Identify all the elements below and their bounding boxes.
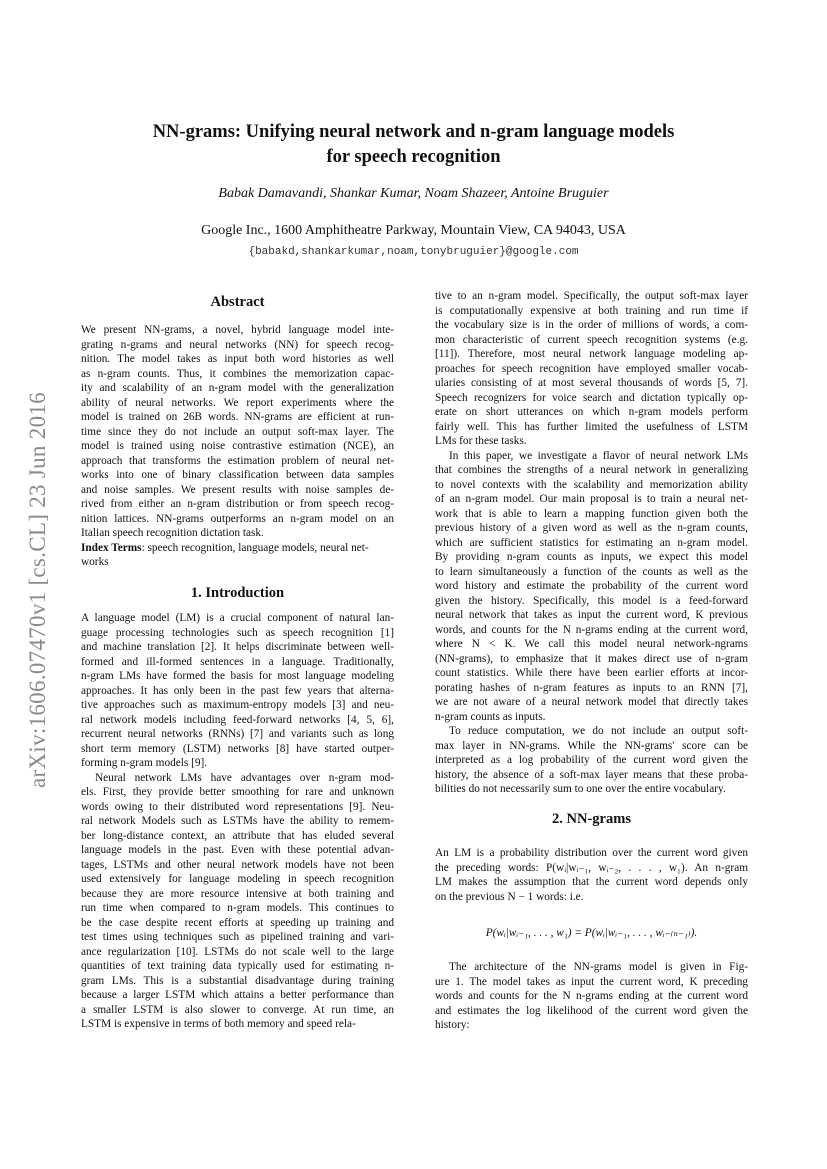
- text-line: Speech recognizers for voice search and dictation typically op-: [435, 391, 748, 404]
- index-terms-text: : speech recognition, language models, neural net-: [141, 541, 369, 554]
- text-line: ber long-distance context, an attribute that has eluded several: [81, 829, 394, 842]
- text-line: count statistics. While there have been earlier efforts at incor-: [435, 667, 748, 679]
- text-line: words owing to their distributed word representations [9]. Neu-: [81, 800, 394, 813]
- text-line: that combines the strengths of a neural network in generalizing: [435, 464, 748, 476]
- text-line: n-gram counts as inputs.: [435, 710, 546, 723]
- text-line: [11]). Therefore, most neural network language modeling ap-: [435, 348, 748, 360]
- text-line: words and counts for the N n-grams ending at the current word: [435, 990, 748, 1002]
- index-terms-cont: works: [81, 556, 109, 568]
- text-line: tive approaches such as maximum-entropy models [3] and neu-: [81, 699, 394, 711]
- text-line: ance regularization [10]. LSTMs do not scale well to the large: [81, 945, 394, 958]
- text-line: tages, LSTMs and other neural network models have not been: [81, 858, 394, 871]
- abstract-heading: Abstract: [210, 294, 265, 310]
- text-line: and machine translation [2]. It helps discriminate between well-: [81, 641, 394, 653]
- text-line: word history and estimate the probability of the current word: [435, 580, 748, 592]
- text-line: be the case despite recent efforts at speeding up training and: [81, 916, 394, 929]
- text-line: previous history of a given word as well as the n-gram counts,: [435, 522, 748, 534]
- text-line: Italian speech recognition dictation task.: [81, 527, 264, 539]
- text-line: We present NN-grams, a novel, hybrid language model inte-: [81, 324, 394, 336]
- text-line: erate on short utterances on which n-gram models perform: [435, 406, 748, 418]
- text-line: short term memory (LSTM) networks [8] have started outper-: [81, 742, 394, 755]
- text-line: which are sufficient statistics for estimating an n-gram model.: [435, 536, 748, 549]
- text-line: max layer in NN-grams. While the NN-grams' score can be: [435, 739, 748, 752]
- text-line: history, the absence of a soft-max layer means that these proba-: [435, 768, 748, 781]
- authors: Babak Damavandi, Shankar Kumar, Noam Shazeer, Antoine Bruguier: [218, 186, 609, 201]
- text-line: to learn simultaneously a function of the counts as well as the: [435, 565, 748, 578]
- text-line: LM makes the assumption that the current word depends only: [435, 876, 748, 888]
- text-line: works into one of binary classification between data samples: [81, 469, 394, 481]
- text-line: porating hashes of n-gram features as inputs to an RNN [7],: [435, 681, 748, 694]
- text-line: Neural network LMs have advantages over n-gram mod-: [95, 771, 394, 784]
- text-line: forming n-gram models [9].: [81, 757, 208, 769]
- text-line: as n-gram counts. Thus, it combines the memorization capac-: [81, 367, 394, 380]
- text-line: nition lattices. NN-grams outperforms an n-gram model on an: [81, 512, 394, 525]
- text-line: By providing n-gram counts as inputs, we expect this model: [435, 551, 748, 563]
- text-line: test times using techniques such as pipelined training and vari-: [81, 931, 394, 943]
- text-line: the preceding words: P(wᵢ|wᵢ₋₁, wᵢ₋₂, . . . , w₁). An n-gram: [435, 861, 748, 874]
- text-line: gram LMs. This is a substantial disadvantage during training: [81, 974, 394, 987]
- text-line: is computationally expensive at both training and run time if: [435, 304, 748, 317]
- text-line: fairly well. This has further limited the usefulness of LSTM: [435, 420, 748, 433]
- text-line: approach that transforms the estimation problem of neural net-: [81, 454, 394, 467]
- text-line: LSTM is expensive in terms of both memory and speed rela-: [81, 1018, 356, 1030]
- text-line: and noise samples. We present results with noise samples de-: [81, 483, 394, 496]
- text-line: n-gram LMs have formed the basis for most language modeling: [81, 670, 394, 682]
- intro-body: [81, 611, 394, 1032]
- text-line: of an n-gram model. Our main proposal is to train a neural net-: [435, 493, 748, 505]
- text-line: ral network Models such as LSTMs have the ability to remem-: [81, 815, 394, 827]
- paper-title: [0, 120, 827, 170]
- text-line: because a larger LSTM which attains a better performance than: [81, 989, 394, 1001]
- text-line: mon characteristic of current speech recognition systems (e.g.: [435, 333, 748, 346]
- text-line: interpreted as a log probability of the current word given the: [435, 754, 748, 766]
- text-line: ity and scalability of an n-gram model with the generalization: [81, 382, 394, 394]
- text-line: the vocabulary size is in the order of millions of words, a com-: [435, 319, 748, 331]
- text-line: words, and counts for the N n-grams ending at the current word,: [435, 623, 748, 636]
- text-line: history:: [435, 1019, 470, 1031]
- abstract-text: [81, 323, 394, 541]
- text-line: LMs for these tasks.: [435, 435, 527, 447]
- text-line: model is trained using noise contrastive estimation (NCE), an: [81, 440, 394, 452]
- text-line: nition. The model takes as input both word histories as well: [81, 353, 394, 365]
- text-line: (NN-grams), to emphasize that it makes direct use of n-gram: [435, 652, 748, 665]
- text-line: model is trained on 26B words. NN-grams are efficient at run-: [81, 411, 394, 423]
- text-line: used extensively for language modeling in speech recognition: [81, 873, 394, 885]
- text-line: guage processing technologies such as speech recognition [1]: [81, 626, 394, 639]
- nngrams-heading: 2. NN-grams: [552, 811, 631, 827]
- text-line: els. First, they provide better smoothing for rare and unknown: [81, 786, 394, 798]
- text-line: ral network models including feed-forward networks [4, 5, 6],: [81, 713, 394, 726]
- text-line: The architecture of the NN-grams model is given in Fig-: [449, 961, 748, 973]
- text-line: we are not aware of a neural network model that directly takes: [435, 696, 748, 708]
- text-line: neural network that takes as input the current word, K previous: [435, 609, 748, 621]
- index-terms-label: Index Terms: [81, 541, 142, 554]
- text-line: ability of neural networks. We report experiments where the: [81, 396, 394, 409]
- text-line: tive to an n-gram model. Specifically, the output soft-max layer: [435, 290, 748, 302]
- text-line: A language model (LM) is a crucial component of natural lan-: [81, 612, 394, 624]
- text-line: recurrent neural networks (RNNs) [7] and variants such as long: [81, 728, 394, 740]
- nngrams-paragraph-1: [435, 846, 748, 904]
- text-line: An LM is a probability distribution over the current word given: [435, 847, 748, 859]
- text-line: bilities do not necessarily sum to one over the entire vocabulary.: [435, 783, 726, 795]
- email: {babakd,shankarkumar,noam,tonybruguier}@google.com: [248, 246, 579, 258]
- intro-heading: 1. Introduction: [190, 585, 285, 601]
- text-line: ularies consisting of at most several thousands of words [5, 7].: [435, 377, 748, 389]
- text-line: ure 1. The model takes as input the current word, K preceding: [435, 975, 748, 988]
- text-line: work that is able to learn a mapping function given both the: [435, 507, 748, 520]
- index-terms: [81, 541, 394, 556]
- text-line: rived from either an n-gram distribution or from speech recog-: [81, 498, 394, 510]
- text-line: and estimates the log likelihood of the current word given the: [435, 1004, 748, 1017]
- abstract-body: [81, 323, 394, 570]
- title-line: for speech recognition: [326, 147, 501, 167]
- text-line: quantities of text training data typically used for estimating n-: [81, 960, 394, 972]
- affiliation: Google Inc., 1600 Amphitheatre Parkway, Mountain View, CA 94043, USA: [201, 223, 626, 238]
- text-line: on the previous N − 1 words: i.e.: [435, 890, 584, 903]
- text-line: language models in the past. Even with these potential advan-: [81, 844, 394, 856]
- text-line: To reduce computation, we do not include an output soft-: [449, 725, 748, 737]
- equation: P(wᵢ|wᵢ₋₁, . . . , w₁) = P(wᵢ|wᵢ₋₁, . . . , wᵢ₋₍ₙ₋₁₎).: [485, 927, 698, 939]
- text-line: grating n-grams and neural networks (NN) for speech recog-: [81, 338, 394, 351]
- text-line: where N < K. We call this model neural network-ngrams: [435, 638, 748, 650]
- text-line: formed and ill-formed sentences in a language. Traditionally,: [81, 655, 394, 668]
- text-line: proaches for speech recognition have employed smaller vocab-: [435, 362, 748, 375]
- text-line: run time when compared to n-gram models. This continues to: [81, 902, 394, 914]
- text-line: given the history. Specifically, this model is a feed-forward: [435, 594, 748, 607]
- text-line: to novel contexts with the scalability and memorization ability: [435, 478, 748, 491]
- text-line: approaches. It has only been in the past few years that alterna-: [81, 684, 394, 697]
- nngrams-paragraph-2: [435, 960, 748, 1033]
- intro-continued: [435, 289, 748, 797]
- text-line: because they are more resource intensive at both training and: [81, 887, 394, 900]
- title-line: NN-grams: Unifying neural network and n-gram language models: [152, 122, 675, 142]
- arxiv-stamp: arXiv:1606.07470v1 [cs.CL] 23 Jun 2016: [25, 392, 50, 788]
- text-line: In this paper, we investigate a flavor of neural network LMs: [449, 449, 748, 462]
- text-line: a smaller LSTM is also slower to converge. At run time, an: [81, 1003, 394, 1016]
- text-line: time since they do not include an output soft-max layer. The: [81, 425, 394, 438]
